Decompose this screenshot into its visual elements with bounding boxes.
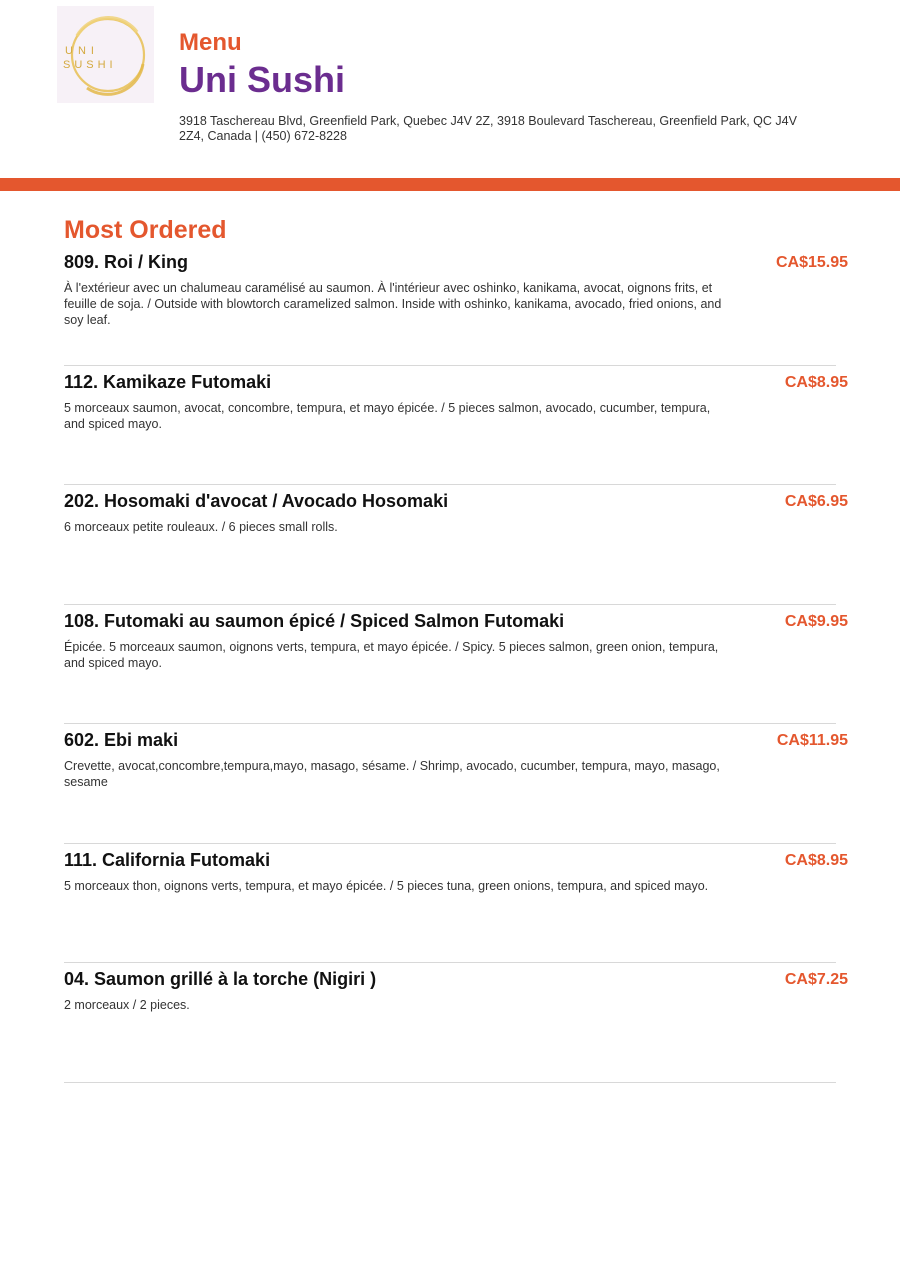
item-price: CA$8.95: [784, 373, 848, 391]
item-description: 5 morceaux thon, oignons verts, tempura, et mayo épicée. / 5 pieces tuna, green onions, tempura, and spiced mayo.: [64, 878, 709, 893]
menu-item: [64, 246, 848, 366]
item-description: Épicée. 5 morceaux saumon, oignons verts, tempura, et mayo épicée. / Spicy. 5 pieces salmon, green onion, tempura, and spiced mayo.: [64, 639, 719, 670]
menu-item: [64, 366, 848, 486]
item-price: CA$7.25: [784, 971, 848, 988]
menu-item: [64, 724, 848, 844]
restaurant-address: 3918 Taschereau Blvd, Greenfield Park, Quebec J4V 2Z, 3918 Boulevard Taschereau, Greenfield Park, QC J4V 2Z4, Canada | (450) 672-8228: [179, 114, 797, 143]
logo-text-line1: UNI: [65, 45, 99, 57]
item-name: 809. Roi / King: [64, 252, 189, 272]
restaurant-name: Uni Sushi: [179, 59, 346, 100]
menu-item: [64, 605, 848, 725]
item-description: À l'extérieur avec un chalumeau caramélisé au saumon. À l'intérieur avec oshinko, kanikama, avocat, oignons frits, et feuille de soja. / Outside with blowtorch caramelized salmon. Inside with oshinko, kanikama, avocado, fried onions, and soy leaf.: [64, 281, 722, 327]
item-description: 6 morceaux petite rouleaux. / 6 pieces small rolls.: [64, 520, 338, 534]
menu-items: [64, 246, 848, 1083]
accent-bar: [0, 178, 900, 191]
menu-item: [64, 844, 848, 964]
item-name: 111. California Futomaki: [64, 849, 271, 870]
item-divider: [64, 1082, 836, 1083]
restaurant-logo: [57, 6, 154, 103]
menu-item: [64, 485, 848, 605]
menu-item: [64, 963, 848, 1083]
section-title: Most Ordered: [64, 216, 227, 244]
item-description: 2 morceaux / 2 pieces.: [64, 998, 190, 1012]
item-price: CA$6.95: [784, 493, 848, 510]
item-name: 602. Ebi maki: [64, 730, 179, 750]
menu-header: [0, 0, 900, 178]
item-name: 112. Kamikaze Futomaki: [64, 371, 272, 392]
item-description: 5 morceaux saumon, avocat, concombre, tempura, et mayo épicée. / 5 pieces salmon, avocado, cucumber, tempura, and spiced mayo.: [64, 400, 711, 431]
item-name: 202. Hosomaki d'avocat / Avocado Hosomaki: [64, 491, 449, 511]
item-price: CA$11.95: [776, 732, 848, 749]
item-price: CA$9.95: [784, 612, 848, 630]
item-description: Crevette, avocat,concombre,tempura,mayo, masago, sésame. / Shrimp, avocado, cucumber, tempura, mayo, masago, sesame: [64, 759, 720, 789]
logo-ring-icon: [57, 6, 154, 103]
menu-label: Menu: [179, 29, 242, 56]
item-price: CA$8.95: [784, 851, 848, 869]
logo-text-line2: SUSHI: [63, 59, 117, 71]
item-name: 04. Saumon grillé à la torche (Nigiri ): [64, 969, 377, 989]
item-name: 108. Futomaki au saumon épicé / Spiced Salmon Futomaki: [64, 610, 565, 631]
item-price: CA$15.95: [775, 254, 848, 271]
